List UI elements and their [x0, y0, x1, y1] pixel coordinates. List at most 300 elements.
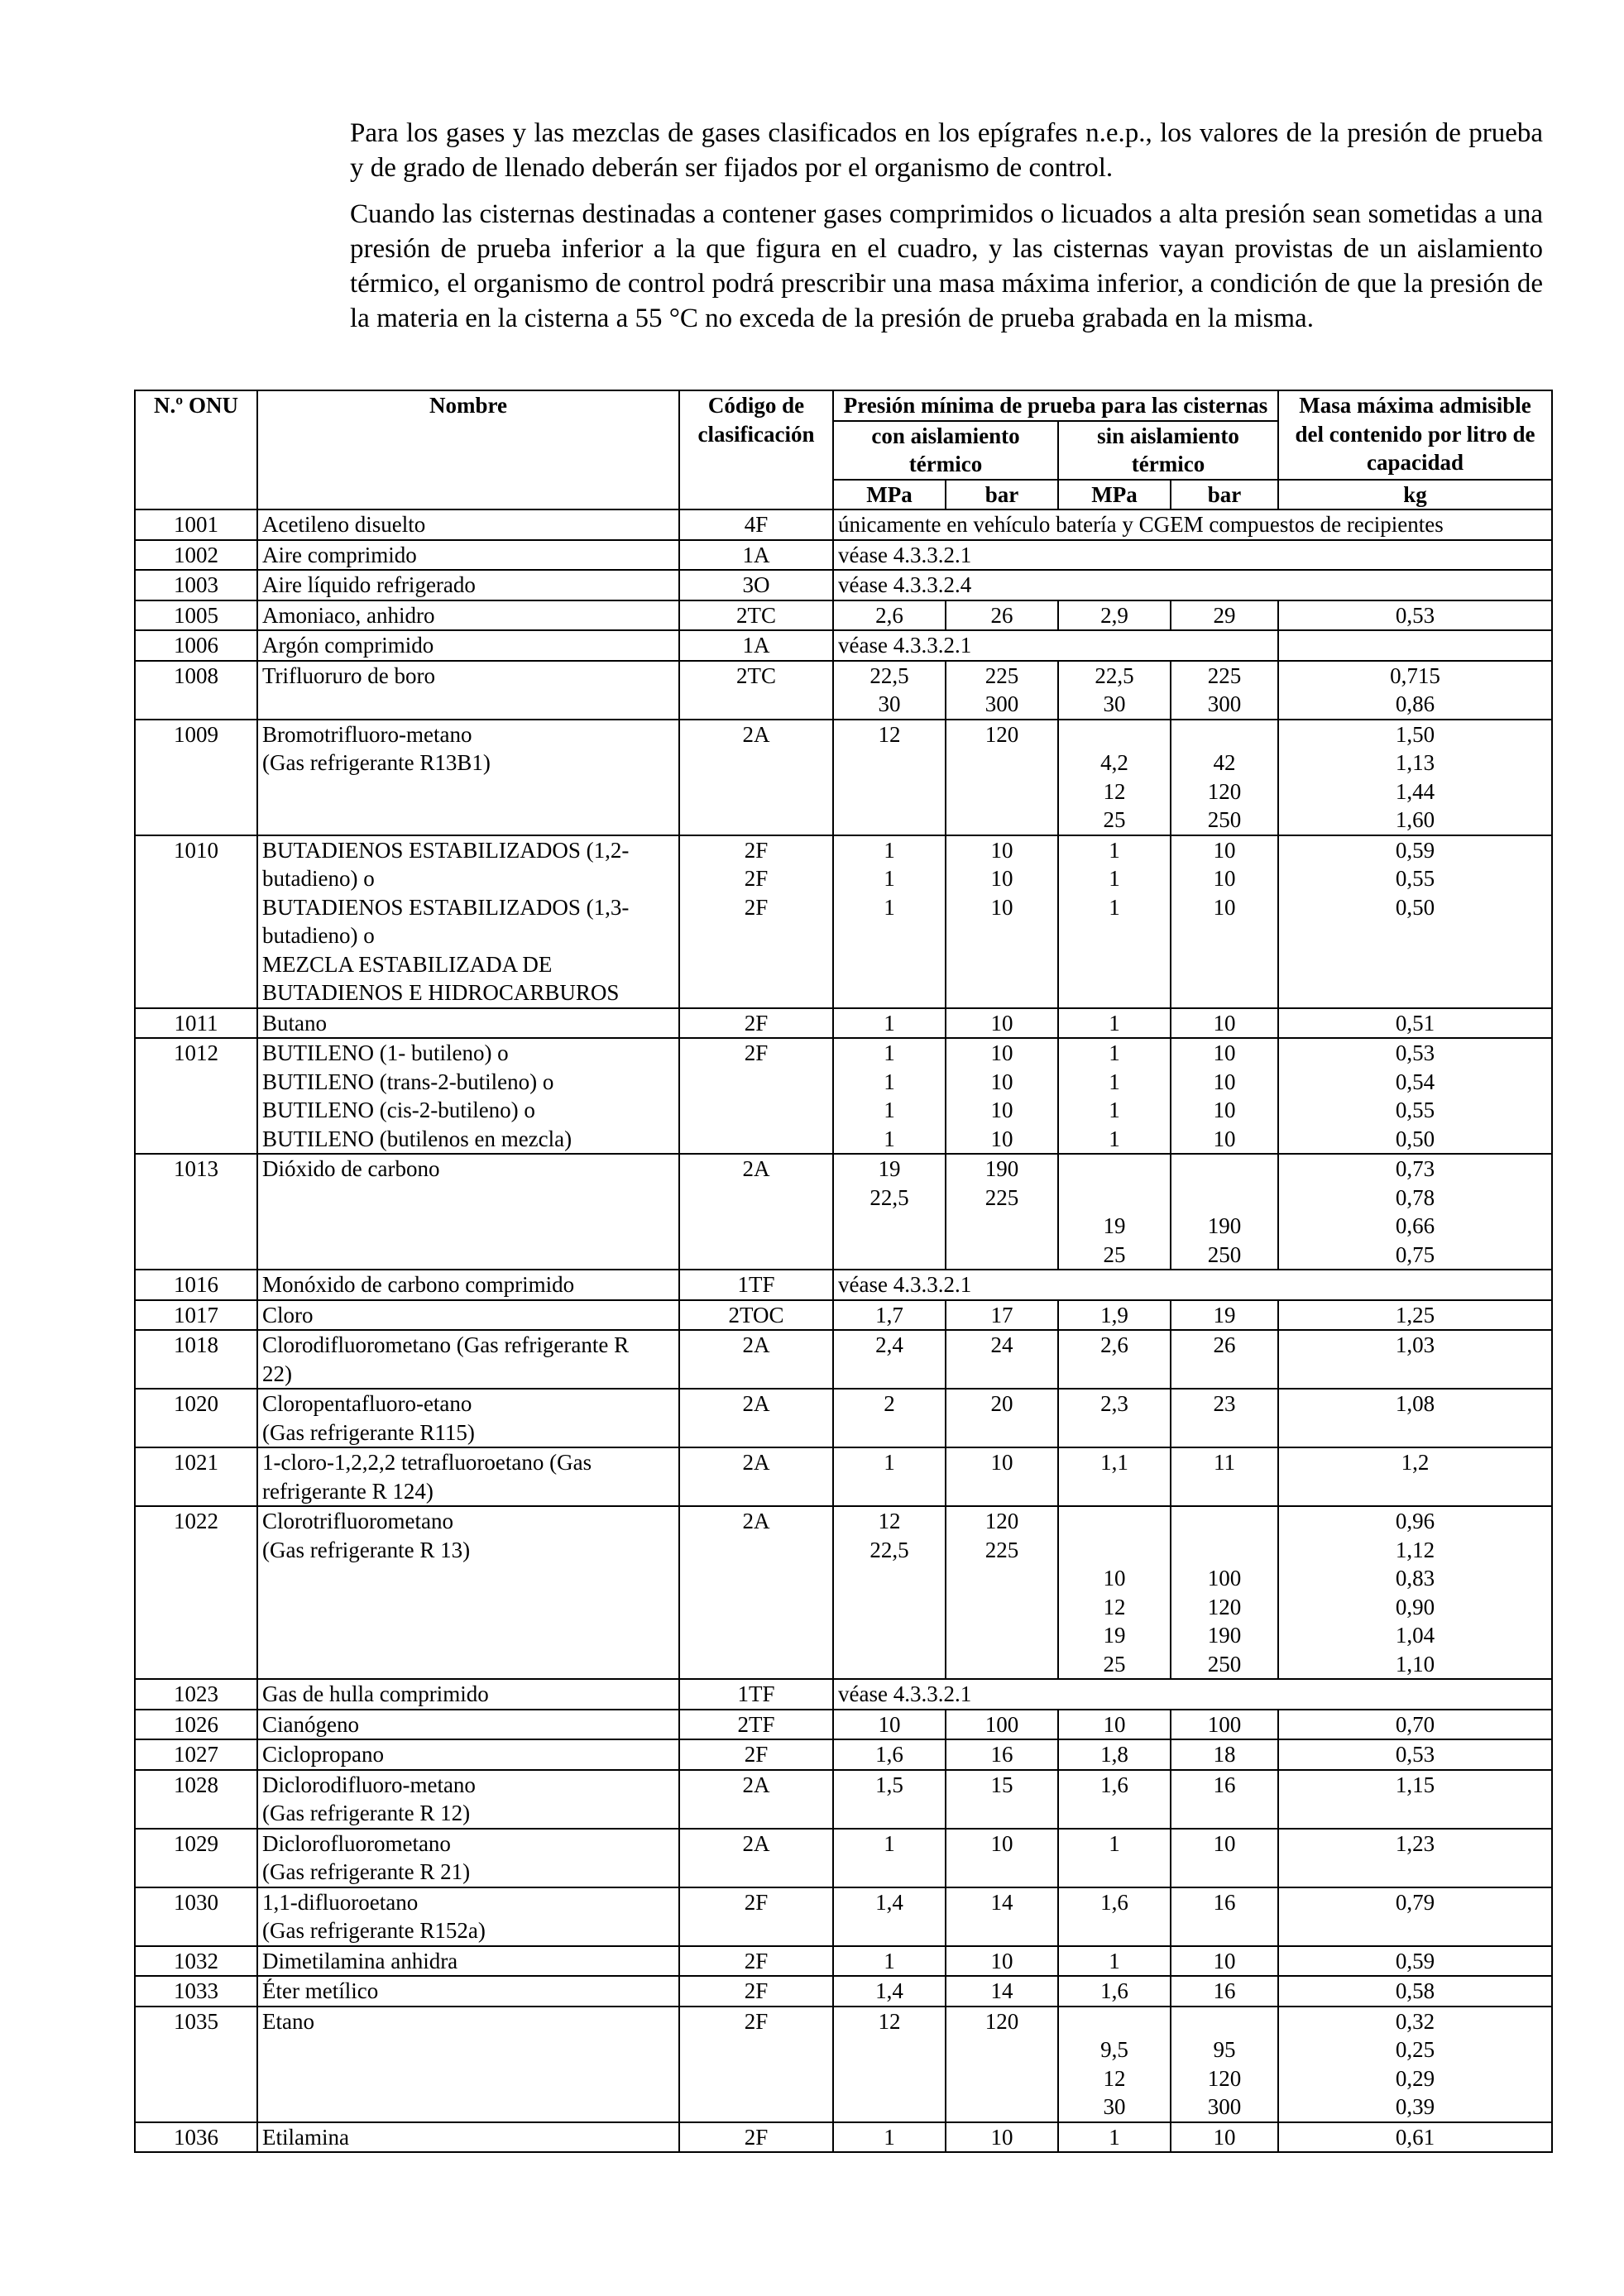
cell-line: 1,5: [875, 1772, 903, 1797]
cell-line: [1176, 720, 1273, 749]
cell-line: 1,4: [875, 1978, 903, 2003]
intro-paragraph-1: Para los gases y las mezclas de gases clasificados en los epígrafes n.e.p., los valores de la presión de prueba y de grado de llenado deberán ser fijados por el organismo de control.: [350, 118, 1543, 183]
cell-line: 10: [990, 2124, 1013, 2150]
cell-line: [838, 806, 941, 835]
cell-line: [1176, 1184, 1273, 1213]
cell-kg: [1278, 630, 1552, 661]
cell-line: [951, 1593, 1053, 1622]
cell-line: Aire comprimido: [262, 542, 417, 567]
cell-line: butadieno) o: [262, 923, 375, 948]
cell-kg: [1278, 1330, 1552, 1389]
cell-codigo: [679, 1710, 833, 1740]
table-row: [135, 1008, 1552, 1039]
cell-note: véase 4.3.3.2.1: [833, 630, 1278, 661]
cell-line: [838, 2064, 941, 2093]
cell-line: 4F: [744, 512, 769, 537]
cell-codigo: [679, 1300, 833, 1331]
cell-mpa2: [1058, 1038, 1171, 1154]
table-row: [135, 1330, 1552, 1389]
cell-line: 12: [878, 2008, 901, 2034]
cell-mpa2: [1058, 1447, 1171, 1506]
cell-line: [838, 1212, 941, 1241]
cell-bar2: [1171, 661, 1278, 720]
cell-line: 2F: [744, 1978, 769, 2003]
cell-line: 1,10: [1395, 1651, 1435, 1677]
cell-line: 10: [990, 894, 1013, 920]
cell-line: [838, 749, 941, 777]
cell-line: Etano: [262, 2008, 314, 2034]
cell-line: 1: [884, 1830, 895, 1856]
cell-line: BUTADIENOS ESTABILIZADOS (1,2-: [262, 837, 630, 863]
cell-line: 1TF: [737, 1681, 775, 1706]
cell-line: 16: [990, 1742, 1013, 1767]
cell-kg: [1278, 1946, 1552, 1977]
cell-line: 250: [1207, 1651, 1242, 1677]
table-row: [135, 1447, 1552, 1506]
cell-mpa2: [1058, 1506, 1171, 1679]
cell-line: 12: [1103, 2065, 1126, 2091]
cell-kg: [1278, 1976, 1552, 2007]
cell-bar1: [946, 1330, 1058, 1389]
cell-line: 10: [1213, 1040, 1236, 1065]
cell-mpa1: [833, 1710, 946, 1740]
cell-line: 0,25: [1395, 2037, 1435, 2062]
cell-line: 10: [990, 1040, 1013, 1065]
cell-line: 120: [1207, 1594, 1242, 1619]
cell-line: 0,61: [1395, 2124, 1435, 2150]
cell-note: véase 4.3.3.2.1: [833, 1679, 1552, 1710]
cell-line: 22): [262, 1361, 292, 1386]
table-row: [135, 570, 1552, 600]
cell-line: [951, 2064, 1053, 2093]
cell-onu: 1012: [135, 1038, 257, 1154]
cell-bar2: [1171, 835, 1278, 1008]
cell-nombre: [257, 1038, 679, 1154]
cell-line: 10: [990, 1948, 1013, 1973]
cell-codigo: [679, 661, 833, 720]
cell-codigo: [679, 1887, 833, 1946]
cell-codigo: [679, 1739, 833, 1770]
cell-line: 2F: [744, 2008, 769, 2034]
cell-line: 100: [1207, 1711, 1242, 1737]
cell-bar1: [946, 1739, 1058, 1770]
cell-line: 2TC: [735, 602, 776, 628]
cell-line: [1176, 1536, 1273, 1565]
cell-line: Bromotrifluoro-metano: [262, 721, 472, 747]
cell-line: 2F: [744, 1948, 769, 1973]
cell-codigo: [679, 1506, 833, 1679]
cell-nombre: [257, 1506, 679, 1679]
cell-line: 2F: [744, 837, 769, 863]
cell-kg: [1278, 1710, 1552, 1740]
cell-kg: [1278, 2122, 1552, 2153]
cell-line: 1,9: [1100, 1302, 1128, 1327]
table-row: [135, 1154, 1552, 1270]
cell-codigo: [679, 1389, 833, 1447]
cell-kg: [1278, 1389, 1552, 1447]
table-row: [135, 1887, 1552, 1946]
cell-line: 23: [1213, 1391, 1236, 1416]
cell-line: 1,8: [1100, 1742, 1128, 1767]
cell-onu: 1028: [135, 1770, 257, 1829]
cell-line: [1063, 1155, 1166, 1184]
cell-line: 19: [1213, 1302, 1236, 1327]
cell-kg: [1278, 661, 1552, 720]
cell-line: 30: [878, 691, 901, 716]
cell-bar1: [946, 1038, 1058, 1154]
cell-line: 0,715: [1390, 662, 1440, 688]
cell-bar2: [1171, 1330, 1278, 1389]
cell-mpa1: [833, 1154, 946, 1270]
cell-line: 250: [1207, 807, 1242, 832]
intro-paragraph-2: Cuando las cisternas destinadas a contener gases comprimidos o licuados a alta presión sean sometidas a una presión de prueba inferior a la que figura en el cuadro, y las cisternas vayan provistas de un aislamiento térmico, el organismo de control podrá prescribir una masa máxima inferior, a condición de que la presión de la materia en la cisterna a 55 °C no exceda de la presión de prueba grabada en la misma.: [350, 199, 1543, 333]
table-row: [135, 835, 1552, 1008]
cell-line: 2A: [742, 1156, 770, 1181]
cell-line: 12: [1103, 1594, 1126, 1619]
cell-line: [951, 749, 1053, 777]
cell-codigo: [679, 1270, 833, 1300]
cell-line: 1,50: [1395, 721, 1435, 747]
cell-line: 29: [1213, 602, 1236, 628]
cell-line: 10: [1213, 837, 1236, 863]
cell-line: 16: [1213, 1772, 1236, 1797]
cell-line: 190: [1207, 1213, 1242, 1238]
cell-line: 1: [1109, 1010, 1120, 1036]
cell-onu: 1001: [135, 509, 257, 540]
cell-line: 1-cloro-1,2,2,2 tetrafluoroetano (Gas: [262, 1450, 592, 1475]
cell-bar1: [946, 1770, 1058, 1829]
cell-line: 10: [1213, 1098, 1236, 1122]
cell-line: BUTILENO (cis-2-butileno) o: [262, 1098, 535, 1122]
cell-line: Cloropentafluoro-etano: [262, 1391, 472, 1416]
cell-line: [838, 2093, 941, 2121]
cell-line: 1: [884, 1126, 895, 1151]
cell-nombre: [257, 540, 679, 571]
cell-kg: [1278, 1770, 1552, 1829]
cell-line: 2F: [744, 2124, 769, 2150]
cell-line: Clorodifluorometano (Gas refrigerante R: [262, 1332, 630, 1357]
cell-mpa2: [1058, 1829, 1171, 1887]
cell-line: 2,9: [1100, 602, 1128, 628]
cell-onu: 1030: [135, 1887, 257, 1946]
cell-line: 1: [884, 837, 895, 863]
header-nombre: Nombre: [257, 390, 679, 509]
cell-bar1: [946, 2007, 1058, 2122]
cell-line: Dióxido de carbono: [262, 1156, 440, 1181]
header-kg: kg: [1278, 480, 1552, 510]
cell-onu: 1010: [135, 835, 257, 1008]
cell-line: 2F: [744, 894, 769, 920]
cell-line: 1,23: [1395, 1830, 1435, 1856]
cell-onu: 1022: [135, 1506, 257, 1679]
cell-line: 1,1-difluoroetano: [262, 1889, 419, 1915]
table-row: [135, 1770, 1552, 1829]
cell-line: 300: [984, 691, 1019, 716]
cell-codigo: [679, 1679, 833, 1710]
cell-onu: 1036: [135, 2122, 257, 2153]
cell-nombre: [257, 1389, 679, 1447]
cell-line: 0,73: [1395, 1156, 1435, 1181]
cell-nombre: [257, 509, 679, 540]
cell-line: 0,58: [1395, 1978, 1435, 2003]
cell-bar2: [1171, 1770, 1278, 1829]
cell-bar2: [1171, 1710, 1278, 1740]
cell-line: 250: [1207, 1241, 1242, 1267]
cell-line: 1,2: [1401, 1450, 1430, 1475]
cell-line: 2A: [742, 721, 770, 747]
cell-bar2: [1171, 1008, 1278, 1039]
cell-line: 22,5: [869, 662, 909, 688]
cell-nombre: [257, 630, 679, 661]
cell-nombre: [257, 1270, 679, 1300]
cell-line: 10: [1213, 1069, 1236, 1094]
header-bar-con: bar: [946, 480, 1058, 510]
cell-nombre: [257, 1739, 679, 1770]
cell-bar2: [1171, 720, 1278, 835]
cell-bar1: [946, 1154, 1058, 1270]
cell-onu: 1011: [135, 1008, 257, 1039]
cell-note: únicamente en vehículo batería y CGEM compuestos de recipientes: [833, 509, 1552, 540]
cell-mpa1: [833, 1739, 946, 1770]
cell-line: [1063, 2007, 1166, 2036]
table-row: [135, 2007, 1552, 2122]
table-row: [135, 630, 1552, 661]
cell-line: 100: [984, 1711, 1019, 1737]
cell-line: [838, 2035, 941, 2064]
cell-line: 1,1: [1100, 1450, 1128, 1475]
cell-mpa2: [1058, 1887, 1171, 1946]
cell-line: Trifluoruro de boro: [262, 662, 435, 688]
cell-line: 1: [1109, 866, 1120, 891]
cell-codigo: [679, 1330, 833, 1389]
cell-line: [1176, 1155, 1273, 1184]
cell-line: BUTILENO (trans-2-butileno) o: [262, 1069, 554, 1094]
cell-codigo: [679, 1976, 833, 2007]
cell-mpa1: [833, 1887, 946, 1946]
cell-codigo: [679, 1008, 833, 1039]
cell-line: 2A: [742, 1772, 770, 1797]
cell-codigo: [679, 2122, 833, 2153]
cell-kg: [1278, 1447, 1552, 1506]
cell-onu: 1005: [135, 600, 257, 631]
cell-mpa1: [833, 1506, 946, 1679]
cell-line: 1,04: [1395, 1623, 1435, 1648]
table-row: [135, 509, 1552, 540]
cell-line: 19: [878, 1156, 901, 1181]
cell-onu: 1032: [135, 1946, 257, 1977]
cell-bar1: [946, 600, 1058, 631]
cell-line: 1,6: [875, 1742, 903, 1767]
cell-line: 225: [984, 1537, 1019, 1562]
cell-line: 18: [1213, 1742, 1236, 1767]
cell-line: 10: [878, 1711, 901, 1737]
cell-line: 1: [1109, 837, 1120, 863]
cell-mpa2: [1058, 600, 1171, 631]
cell-line: BUTADIENOS E HIDROCARBUROS: [262, 980, 620, 1005]
cell-line: 10: [1213, 894, 1236, 920]
cell-onu: 1026: [135, 1710, 257, 1740]
cell-line: 16: [1213, 1978, 1236, 2003]
cell-kg: [1278, 2007, 1552, 2122]
cell-onu: 1003: [135, 570, 257, 600]
cell-line: 2A: [742, 1391, 770, 1416]
cell-line: 0,59: [1395, 837, 1435, 863]
cell-line: 2F: [744, 1010, 769, 1036]
cell-line: 0,39: [1395, 2094, 1435, 2119]
table-row: [135, 2122, 1552, 2153]
cell-line: 1: [1109, 1948, 1120, 1973]
intro-text: [350, 116, 1543, 347]
cell-line: 95: [1213, 2037, 1236, 2062]
cell-line: 1,4: [875, 1889, 903, 1915]
cell-mpa1: [833, 1770, 946, 1829]
cell-line: Éter metílico: [262, 1978, 379, 2003]
cell-line: 120: [984, 1509, 1019, 1533]
cell-line: 300: [1207, 2094, 1242, 2119]
cell-line: [1063, 1184, 1166, 1213]
cell-line: 120: [1207, 2065, 1242, 2091]
cell-line: 1,6: [1100, 1772, 1128, 1797]
cell-bar1: [946, 1829, 1058, 1887]
cell-bar2: [1171, 1154, 1278, 1270]
cell-line: 12: [878, 1509, 901, 1533]
cell-line: (Gas refrigerante R 12): [262, 1801, 471, 1825]
cell-line: 1,03: [1395, 1332, 1435, 1357]
cell-bar2: [1171, 1976, 1278, 2007]
cell-line: Dimetilamina anhidra: [262, 1948, 458, 1973]
cell-line: 0,54: [1395, 1069, 1435, 1094]
cell-line: 1,13: [1395, 750, 1435, 775]
cell-line: 2,6: [875, 602, 903, 628]
cell-line: 190: [984, 1156, 1019, 1181]
cell-line: 10: [990, 1098, 1013, 1122]
cell-line: 2F: [744, 1040, 769, 1065]
cell-line: 1TF: [737, 1272, 775, 1297]
cell-line: 1: [1109, 1040, 1120, 1065]
cell-line: [838, 1621, 941, 1650]
cell-nombre: [257, 600, 679, 631]
cell-line: (Gas refrigerante R115): [262, 1419, 475, 1445]
cell-kg: [1278, 1038, 1552, 1154]
cell-bar2: [1171, 1506, 1278, 1679]
cell-line: 1: [884, 2124, 895, 2150]
cell-line: 0,55: [1395, 1098, 1435, 1122]
cell-mpa1: [833, 1829, 946, 1887]
cell-line: 24: [990, 1332, 1013, 1357]
cell-line: [1176, 2007, 1273, 2036]
cell-line: 2: [884, 1391, 895, 1416]
cell-kg: [1278, 835, 1552, 1008]
cell-onu: 1035: [135, 2007, 257, 2122]
cell-onu: 1033: [135, 1976, 257, 2007]
cell-line: 0,50: [1395, 1126, 1435, 1151]
cell-mpa1: [833, 2122, 946, 2153]
cell-line: Argón comprimido: [262, 633, 434, 658]
cell-line: 0,90: [1395, 1594, 1435, 1619]
cell-line: Butano: [262, 1010, 327, 1036]
table-row: [135, 1710, 1552, 1740]
cell-line: 1,25: [1395, 1302, 1435, 1327]
cell-line: 1A: [742, 633, 770, 658]
cell-line: [838, 1650, 941, 1679]
cell-line: 0,53: [1395, 1040, 1435, 1065]
cell-line: 1,7: [875, 1302, 903, 1327]
cell-mpa2: [1058, 1154, 1171, 1270]
cell-line: 26: [1213, 1332, 1236, 1357]
cell-line: 15: [990, 1772, 1013, 1797]
cell-onu: 1002: [135, 540, 257, 571]
cell-mpa1: [833, 600, 946, 631]
cell-line: 11: [1214, 1450, 1235, 1475]
cell-line: 120: [1207, 778, 1242, 804]
cell-onu: 1008: [135, 661, 257, 720]
cell-line: 1: [1109, 2124, 1120, 2150]
cell-bar1: [946, 1946, 1058, 1977]
cell-line: [951, 2035, 1053, 2064]
cell-line: 12: [1103, 778, 1126, 804]
table-row: [135, 1976, 1552, 2007]
cell-line: Aire líquido refrigerado: [262, 572, 476, 597]
cell-line: MEZCLA ESTABILIZADA DE: [262, 951, 553, 977]
cell-line: 120: [984, 2008, 1019, 2034]
cell-line: 0,75: [1395, 1241, 1435, 1267]
cell-line: (Gas refrigerante R13B1): [262, 750, 491, 775]
cell-line: 0,50: [1395, 894, 1435, 920]
cell-line: 0,51: [1395, 1010, 1435, 1036]
cell-line: 10: [1213, 1126, 1236, 1151]
cell-line: 0,86: [1395, 691, 1435, 716]
cell-nombre: [257, 570, 679, 600]
cell-line: 1: [1109, 1098, 1120, 1122]
cell-bar1: [946, 1710, 1058, 1740]
cell-line: 14: [990, 1889, 1013, 1915]
cell-onu: 1009: [135, 720, 257, 835]
cell-line: 2A: [742, 1450, 770, 1475]
cell-line: 0,96: [1395, 1509, 1435, 1533]
cell-mpa2: [1058, 1739, 1171, 1770]
cell-nombre: [257, 1829, 679, 1887]
gas-table: [134, 390, 1553, 2153]
cell-bar1: [946, 1008, 1058, 1039]
cell-line: [1063, 720, 1166, 749]
cell-mpa1: [833, 835, 946, 1008]
header-onu: N.º ONU: [135, 390, 257, 509]
cell-line: butadieno) o: [262, 866, 375, 891]
cell-bar2: [1171, 600, 1278, 631]
cell-line: 1,08: [1395, 1391, 1435, 1416]
header-bar-sin: bar: [1171, 480, 1278, 510]
cell-mpa1: [833, 1300, 946, 1331]
cell-line: (Gas refrigerante R 13): [262, 1537, 471, 1562]
cell-line: [951, 1564, 1053, 1593]
cell-line: Gas de hulla comprimido: [262, 1681, 489, 1706]
cell-line: 1: [1109, 1069, 1120, 1094]
cell-codigo: [679, 630, 833, 661]
cell-line: [838, 1241, 941, 1270]
cell-line: 0,66: [1395, 1213, 1435, 1238]
cell-line: 16: [1213, 1889, 1236, 1915]
cell-line: Monóxido de carbono comprimido: [262, 1272, 575, 1297]
cell-line: Clorotrifluorometano: [262, 1509, 453, 1533]
cell-line: 10: [990, 837, 1013, 863]
cell-line: BUTILENO (butilenos en mezcla): [262, 1126, 572, 1151]
cell-line: 225: [984, 662, 1019, 688]
cell-line: 0,83: [1395, 1566, 1435, 1590]
cell-line: 9,5: [1100, 2037, 1128, 2062]
cell-line: Cloro: [262, 1302, 314, 1327]
cell-kg: [1278, 1008, 1552, 1039]
cell-line: 30: [1103, 691, 1126, 716]
